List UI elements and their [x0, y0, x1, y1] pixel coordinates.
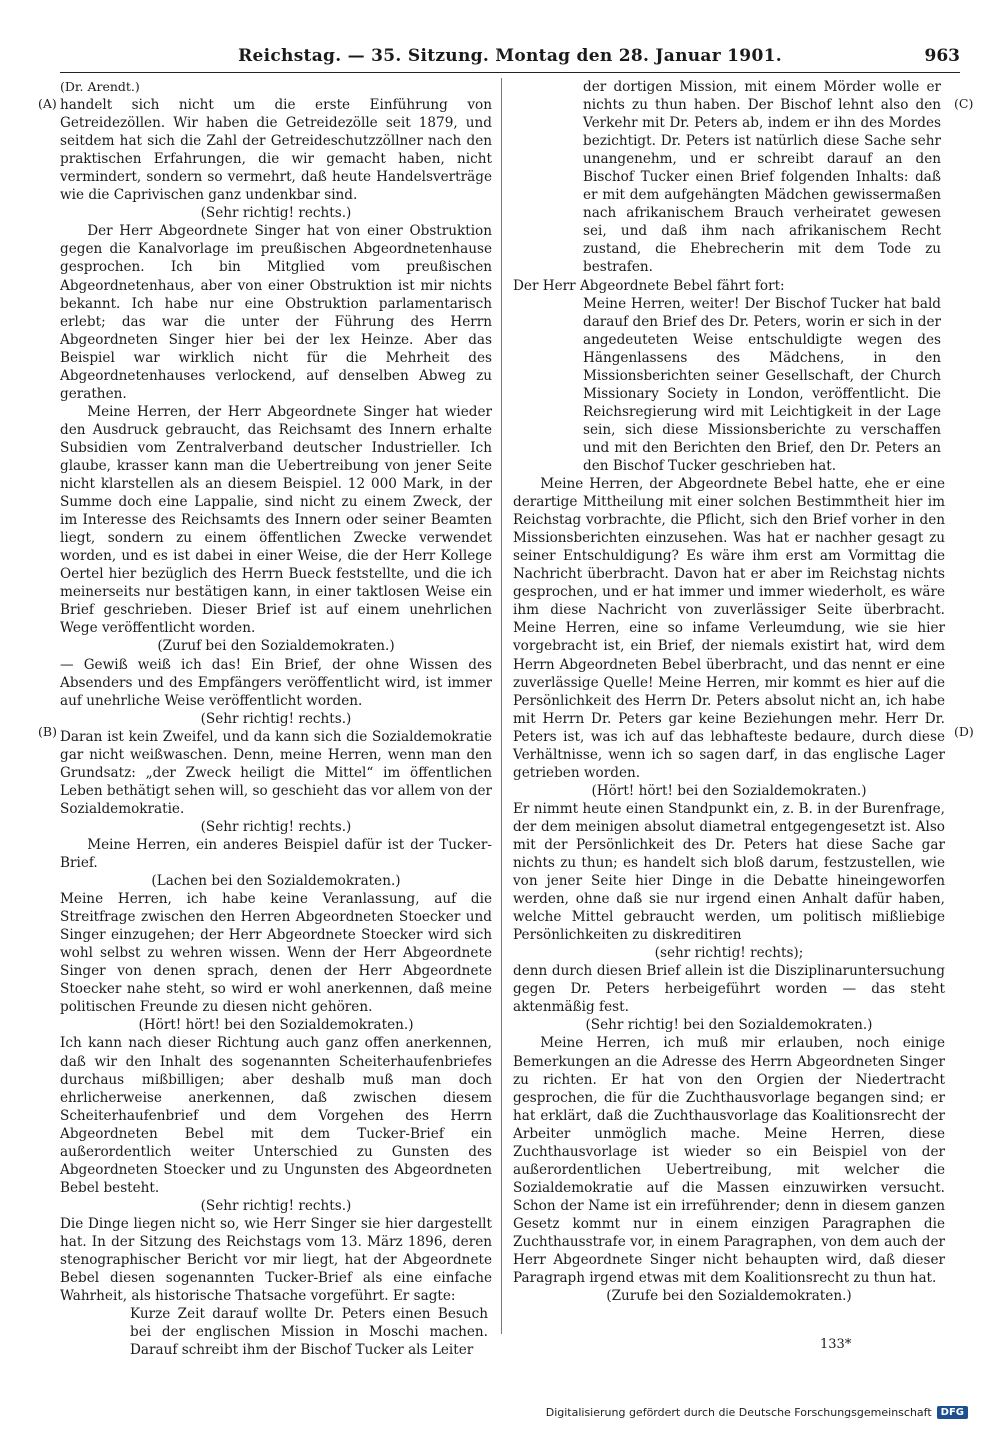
reaction: (Hört! hört! bei den Sozialdemokraten.) — [138, 1017, 414, 1034]
paragraph: handelt sich nicht um die erste Einführung von Getreidezöllen. Wir haben die Getreidezölle seit 1879, und seitdem hat sich die Zahl der Getreideschutzzöllner nach den praktischen Erfahrungen, die wir gemacht haben, nicht vermindert, sondern so vermehrt, daß heute Handelsverträge wie die Caprivischen ganz undenkbar sind. — [60, 97, 492, 204]
reaction: (sehr richtig! rechts); — [654, 945, 804, 962]
margin-mark-d: (D) — [954, 724, 974, 739]
paragraph: Daran ist kein Zweifel, und da kann sich die Sozialdemokratie gar nicht weißwaschen. Denn, meine Herren, wenn man den Grundsatz: „der Zweck heiligt die Mittel“ im öffentlichen Leben bethätigt sehen will, so geschieht das vor allem von der Sozialdemokratie. — [60, 728, 493, 817]
running-title: Reichstag. — 35. Sitzung. Montag den 28. Januar 1901. — [238, 46, 782, 66]
margin-mark-a: (A) — [38, 96, 57, 111]
paragraph: Die Dinge liegen nicht so, wie Herr Singer sie hier dargestellt hat. In der Sitzung des Reichstags vom 13. März 1896, deren stenographischer Bericht vor mir liegt, hat der Abgeordnete Bebel diesen sogenannten Tucker-Brief als eine einfache Wahrheit, als historische Thatsache vorgeführt. Er sagte: — [60, 1215, 492, 1305]
sheet-number: 133* — [820, 1337, 852, 1352]
margin-mark-b: (B) — [38, 724, 57, 739]
dfg-logo-icon: DFG — [937, 1406, 968, 1419]
page-header — [60, 46, 960, 73]
paragraph: — Gewiß weiß ich das! Ein Brief, der ohne Wissen des Absenders und des Empfängers veröffentlicht wird, ist immer auf unehrliche Weise veröffentlicht worden. — [60, 656, 492, 709]
reaction: (Sehr richtig! rechts.) — [200, 205, 352, 222]
reaction: (Sehr richtig! bei den Sozialdemokraten.) — [585, 1017, 873, 1034]
paragraph: Der Herr Abgeordnete Singer hat von einer Obstruktion gegen die Kanalvorlage im preußischen Abgeordnetenhause gesprochen. Ich bin Mitglied vom preußischen Abgeordnetenhaus, aber von einer Obstruktion ist mir nichts bekannt. Ich habe nur eine Obstruktion parlamentarisch erlebt; das war die unter der Führung des Herrn Abgeordneten Singer hier bei der lex Heinze. Aber das Beispiel war wirklich nicht für die Mehrheit des Abgeordnetenhauses verlockend, auf denselben Abweg zu gerathen. — [60, 223, 492, 402]
paragraph: Ich kann nach dieser Richtung auch ganz offen anerkennen, daß wir den Inhalt des sogenannten Scheiterhaufenbriefes durchaus mißbilligen; aber deshalb muß man doch ehrlicherweise anerkennen, daß zwischen diesem Scheiterhaufenbrief und dem Vorgehen des Herrn Abgeordneten Bebel mit dem Tucker-Brief ein außerordentlich weiter Unterschied zu Gunsten des Abgeordneten Stoecker und zu Ungunsten des Abgeordneten Bebel besteht. — [60, 1035, 492, 1196]
reaction: (Sehr richtig! rechts.) — [200, 710, 352, 727]
quotation: der dortigen Mission, mit einem Mörder wolle er nichts zu thun haben. Der Bischof lehnt also den Verkehr mit Dr. Peters ab, indem er ihn des Mordes bezichtigt. Dr. Peters ist natürlich diese Sache sehr unangenehm, und er schreibt darauf an den Bischof Tucker einen Brief folgenden Inhalts: daß er mit dem aufgehängten Mädchen gewissermaßen nach afrikanischem Brauch verheiratet gewesen sei, und daß ihm nach afrikanischem Recht zustand, die Ehebrecherin mit dem Tode zu bestrafen. — [583, 79, 941, 276]
reaction: (Zuruf bei den Sozialdemokraten.) — [157, 638, 395, 655]
paragraph: Meine Herren, der Herr Abgeordnete Singer hat wieder den Ausdruck gebraucht, das Reichsamt des Innern erhalte Subsidien vom Zentralverband deutscher Industrieller. Ich glaube, krasser kann man die Uebertreibung von jener Seite nicht klarstellen als an diesem Beispiel. 12 000 Mark, in der Summe doch eine Lappalie, sind nicht zu einem Zweck, der im Interesse des Reichsamts des Innern oder seiner Beamten liegt, sondern zu einem öffentlichen Zwecke verwendet worden, und es ist dabei in einer Weise, die der Herr Kollege Oertel hier bezüglich des Herrn Bueck feststellte, und die ich meinerseits nur bestätigen kann, in einer taktlosen Weise ein Brief geschrieben. Dieser Brief ist auf einem unehrlichen Wege veröffentlicht worden. — [60, 403, 492, 637]
credit-text: Digitalisierung gefördert durch die Deutsche Forschungsgemeinschaft — [545, 1406, 932, 1419]
quotation: Kurze Zeit darauf wollte Dr. Peters einen Besuch bei der englischen Mission in Moschi machen. Darauf schreibt ihm der Bischof Tucker als Leiter — [130, 1306, 488, 1359]
paragraph: denn durch diesen Brief allein ist die Disziplinaruntersuchung gegen Dr. Peters herbeigeführt worden — das steht aktenmäßig fest. — [513, 963, 945, 1016]
right-column — [513, 78, 945, 1305]
margin-mark-c: (C) — [954, 96, 974, 111]
left-column — [60, 78, 492, 1359]
paragraph: Er nimmt heute einen Standpunkt ein, z. B. in der Burenfrage, der dem meinigen absolut diametral entgegengesetzt ist. Also mit der Persönlichkeit des Dr. Peters hat diese Sache gar nichts zu thun; es handelt sich bloß darum, festzustellen, wie von jener Seite hier Dinge in die Debatte hineingeworfen werden, ohne daß sie nur irgend einen Anhalt dafür haben, welche Mittel gebraucht werden, um politisch mißliebige Persönlichkeiten zu diskreditiren — [513, 800, 945, 944]
reaction: (Sehr richtig! rechts.) — [200, 818, 352, 835]
reaction: (Zurufe bei den Sozialdemokraten.) — [606, 1288, 852, 1305]
paragraph: Meine Herren, ich muß mir erlauben, noch einige Bemerkungen an die Adresse des Herrn Abgeordneten Singer zu richten. Er hat von den Orgien der Niedertracht gesprochen, die für die Zuchthausvorlage begangen sind; er hat erklärt, daß die Zuchthausvorlage das Koalitionsrecht der Arbeiter unmöglich mache. Meine Herren, diese Zuchthausvorlage ist wieder so ein Beispiel von der außerordentlichen Uebertreibung, mit welcher die Sozialdemokratie auf die Massen einzuwirken versucht. Schon der Name ist ein irreführender; denn in diesem ganzen Gesetz kommt nur in einem einzigen Paragraphen die Zuchthausstrafe vor, in einem Paragraphen, von dem auch der Herr Abgeordnete Singer nicht behaupten wird, daß dieser Paragraph irgend etwas mit dem Koalitionsrecht zu thun hat. — [513, 1035, 945, 1287]
paragraph: Meine Herren, ich habe keine Veranlassung, auf die Streitfrage zwischen den Herren Abgeordneten Stoecker und Singer einzugehen; der Herr Abgeordnete Stoecker wird sich wohl selbst zu wehren wissen. Wenn der Herr Abgeordnete Singer von denen sprach, denen der Herr Abgeordnete Stoecker nahe steht, so wird er wohl anerkennen, daß meine politischen Freunde zu diesen nicht gehören. — [60, 891, 492, 1016]
reaction: (Hört! hört! bei den Sozialdemokraten.) — [591, 782, 867, 799]
quotation: Meine Herren, weiter! Der Bischof Tucker hat bald darauf den Brief des Dr. Peters, worin er sich in der angedeuteten Weise entschuldigte wegen des Hängenlassens des Mädchens, in den Missionsberichten seiner Gesellschaft, der Church Missionary Society in London, veröffentlicht. Die Reichsregierung wird mit Leichtigkeit in der Lage sein, sich diese Missionsberichte zu verschaffen und mit den Berichten den Brief, den Dr. Peters an den Bischof Tucker geschrieben hat. — [583, 295, 941, 474]
speaker-label: (Dr. Arendt.) — [60, 79, 140, 94]
page-number: 963 — [924, 46, 960, 66]
digitization-credit — [546, 1406, 968, 1419]
reaction: (Lachen bei den Sozialdemokraten.) — [151, 873, 401, 890]
paragraph: Der Herr Abgeordnete Bebel fährt fort: — [513, 277, 785, 294]
paragraph: Meine Herren, der Abgeordnete Bebel hatte, ehe er eine derartige Mittheilung mit einer solchen Bestimmtheit hier im Reichstag vorbrachte, die Pflicht, sich den Brief vorher in den Missionsberichten einzusehen. Was hat er nachher gesagt zu seiner Entschuldigung? Es wäre ihm erst am Vormittag die Nachricht überbracht. Davon hat er aber im Reichstag nichts gesprochen, und er hat immer und immer wiederholt, es wäre ihm diese Nachricht von zuverlässiger Seite überbracht. Meine Herren, eine so infame Verleumdung, wie sie hier vorgebracht ist, ein Brief, der niemals existirt hat, wird dem Herrn Abgeordneten Bebel überbracht, und das nennt er eine zuverlässige Quelle! Meine Herren, mir kommt es hier auf die Persönlichkeit des Herrn Dr. Peters absolut nicht an, ich habe mit Herrn Dr. Peters gar keine Beziehungen mehr. Herr Dr. Peters ist, was ich auf das lebhafteste bedaure, durch diese Verhältnisse, wenn ich so sagen darf, in das englische Lager getrieben worden. — [513, 476, 945, 781]
reaction: (Sehr richtig! rechts.) — [200, 1197, 352, 1214]
paragraph: Meine Herren, ein anderes Beispiel dafür ist der Tucker-Brief. — [60, 836, 492, 872]
column-divider — [501, 78, 502, 1334]
